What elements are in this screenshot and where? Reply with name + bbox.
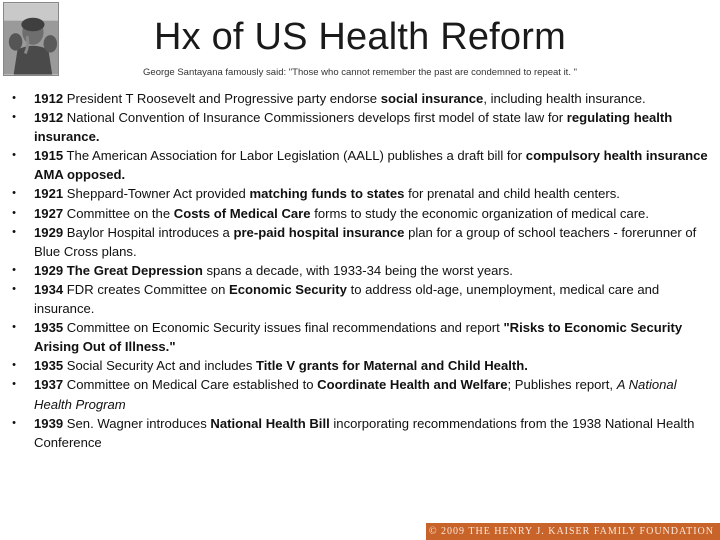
item-emphasis: social insurance xyxy=(380,91,484,106)
item-emphasis: National Health Bill xyxy=(210,415,330,431)
item-text: Committee on Medical Care established to xyxy=(63,377,318,393)
timeline-item xyxy=(8,223,714,261)
bullet-icon: • xyxy=(12,416,16,429)
item-text: Committee on the xyxy=(63,205,174,221)
item-year: 1934 xyxy=(34,281,64,297)
kff-footer-banner: © 2009 THE HENRY J. KAISER FAMILY FOUNDATION xyxy=(426,523,720,540)
timeline-item xyxy=(8,184,714,203)
item-text: Committee on Economic Security issues final recommendations and report xyxy=(63,320,504,336)
item-text: President T Roosevelt and Progressive party endorse xyxy=(63,91,381,106)
item-year: 1929 xyxy=(34,262,64,278)
item-text-rest: incorporating recommendations from the 1938 National Health Conference xyxy=(34,415,695,450)
item-report-title: A National Health Program xyxy=(34,377,677,412)
item-text-rest: forms to study the economic organization of medical care. xyxy=(310,205,649,221)
slide-title: Hx of US Health Reform xyxy=(154,16,566,58)
item-text-rest: spans a decade, with 1933-34 being the worst years. xyxy=(202,262,513,278)
item-text-rest: plan for a group of school teachers - forerunner of Blue Cross plans. xyxy=(34,224,697,259)
item-emphasis: regulating health insurance. xyxy=(34,110,673,145)
item-text: Sheppard-Towner Act provided xyxy=(63,186,250,202)
bullet-icon: • xyxy=(12,149,16,162)
timeline-item xyxy=(8,108,714,146)
item-year: 1912 xyxy=(34,110,64,126)
item-text: National Convention of Insurance Commissioners develops first model of state law for xyxy=(63,110,567,126)
timeline-item xyxy=(8,356,714,375)
bullet-icon: • xyxy=(12,111,16,124)
item-emphasis: "Risks to Economic Security Arising Out of Illness." xyxy=(34,320,683,355)
timeline-item xyxy=(8,89,714,108)
bullet-icon: • xyxy=(12,92,16,104)
item-year: 1912 xyxy=(34,91,64,106)
timeline-item xyxy=(8,318,714,356)
timeline-list xyxy=(8,89,714,452)
bullet-icon: • xyxy=(12,187,16,200)
item-emphasis: compulsory health insurance AMA opposed. xyxy=(34,148,708,183)
item-text-rest: to address old-age, unemployment, medical care and insurance. xyxy=(34,281,660,317)
item-year: 1927 xyxy=(34,205,64,221)
bullet-icon: • xyxy=(12,206,16,219)
item-text-rest: , including health insurance. xyxy=(483,91,646,106)
timeline-item xyxy=(8,280,714,318)
item-text: FDR creates Committee on xyxy=(63,281,230,297)
item-year: 1921 xyxy=(34,186,64,202)
timeline-item xyxy=(8,375,714,413)
item-year: 1935 xyxy=(34,358,64,374)
item-year: 1915 xyxy=(34,148,64,164)
bullet-icon: • xyxy=(12,321,16,334)
item-year: 1929 xyxy=(34,224,64,240)
item-emphasis: Economic Security xyxy=(229,281,347,297)
item-emphasis: Title V grants for Maternal and Child Health. xyxy=(256,358,528,374)
timeline-item xyxy=(8,414,714,452)
item-text: Social Security Act and includes xyxy=(63,358,257,374)
item-emphasis: The Great Depression xyxy=(66,262,203,278)
item-year: 1937 xyxy=(34,377,64,393)
timeline-item xyxy=(8,261,714,280)
bullet-icon: • xyxy=(12,359,16,372)
bullet-icon: • xyxy=(12,225,16,238)
item-emphasis: matching funds to states xyxy=(249,186,405,202)
bullet-icon: • xyxy=(12,263,16,276)
bullet-icon: • xyxy=(12,282,16,295)
item-text: The American Association for Labor Legislation (AALL) publishes a draft bill for xyxy=(63,148,526,164)
santayana-quote: George Santayana famously said: "Those who cannot remember the past are condemned to repeat it. " xyxy=(143,67,577,78)
item-text-rest: for prenatal and child health centers. xyxy=(404,186,620,202)
bullet-icon: • xyxy=(12,378,16,391)
item-text-rest: ; Publishes report, xyxy=(507,377,617,393)
timeline-item xyxy=(8,204,714,223)
item-emphasis: Costs of Medical Care xyxy=(173,205,311,221)
item-year: 1939 xyxy=(34,415,64,431)
item-text: Baylor Hospital introduces a xyxy=(63,224,234,240)
timeline-item xyxy=(8,146,714,184)
item-year: 1935 xyxy=(34,320,64,336)
item-emphasis: Coordinate Health and Welfare xyxy=(317,377,508,393)
item-emphasis: pre-paid hospital insurance xyxy=(233,224,405,240)
item-text: Sen. Wagner introduces xyxy=(63,415,211,431)
